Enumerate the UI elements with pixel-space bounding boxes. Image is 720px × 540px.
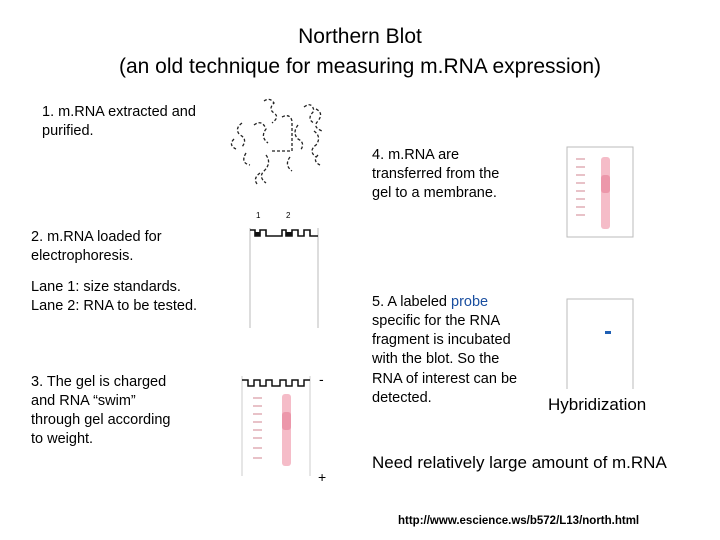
probe-word: probe xyxy=(451,294,489,310)
note-text: Need relatively large amount of m.RNA xyxy=(372,453,667,472)
title-line-1: Northern Blot xyxy=(298,25,422,48)
gel-outline xyxy=(250,228,318,328)
step-4-text: 4. m.RNA are transferred from the gel to a membrane. xyxy=(372,147,500,202)
membrane-transfer-diagram xyxy=(565,145,637,241)
lane-2-label: 2 xyxy=(286,211,291,220)
size-standard-bands xyxy=(253,398,262,458)
hybridization-membrane-diagram xyxy=(565,297,637,393)
step-1-text: 1. m.RNA extracted and purified. xyxy=(42,104,196,140)
slide-title xyxy=(0,22,720,83)
title-line-2: (an old technique for measuring m.RNA expression) xyxy=(118,55,602,79)
step-5-text-end: specific for the RNA fragment is incubated with the blot. So the RNA of interest can be detected. xyxy=(372,313,518,406)
lane-2-sample xyxy=(286,232,292,236)
hybridization-label: Hybridization xyxy=(548,395,647,414)
membrane-outline xyxy=(567,147,633,237)
step-3-text: 3. The gel is charged and RNA “swim” through gel according to weight. xyxy=(31,374,171,448)
lanes-description: Lane 1: size standards. Lane 2: RNA to be tested. xyxy=(31,279,198,315)
lane-1-label: 1 xyxy=(256,211,261,220)
membrane-rna-dense xyxy=(601,175,610,193)
charged-gel-diagram xyxy=(240,372,332,484)
lane-1-sample xyxy=(255,232,260,236)
gel-loading-diagram xyxy=(246,210,322,332)
rna-smear-dense xyxy=(282,412,291,430)
hybridization-membrane-outline xyxy=(567,299,633,389)
probe-signal-band xyxy=(605,331,611,334)
gel-wells xyxy=(250,230,318,236)
step-2-text: 2. m.RNA loaded for electrophoresis. xyxy=(31,229,162,265)
negative-electrode-label: - xyxy=(319,371,324,387)
step-5-text xyxy=(372,293,517,408)
step-5-text-start: 5. A labeled xyxy=(372,294,452,310)
charged-gel-wells xyxy=(242,380,310,386)
source-url: http://www.escience.ws/b572/L13/north.html xyxy=(398,515,640,527)
mrna-strands-illustration xyxy=(226,95,336,190)
charged-gel-outline xyxy=(242,376,310,476)
positive-electrode-label: + xyxy=(318,469,327,485)
